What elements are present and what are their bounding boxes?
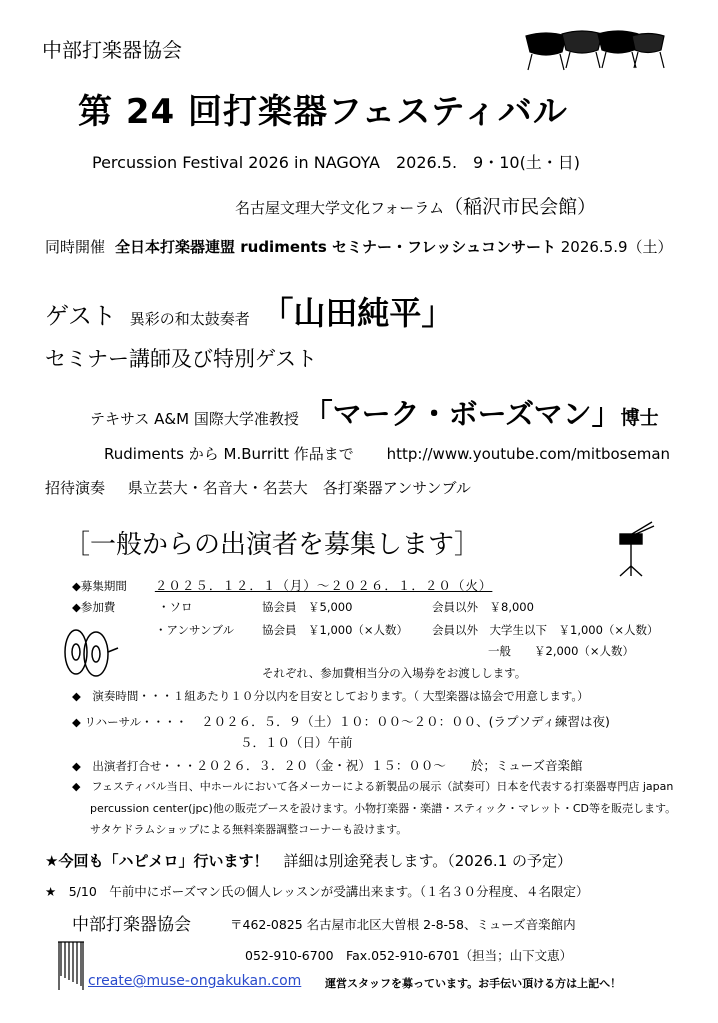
ensemble-label: ・アンサンブル (155, 623, 235, 637)
rehearsal-value-2: ５．１０（日）午前 (240, 735, 353, 750)
recruit-heading: ［一般からの出演者を募集します］ (64, 530, 481, 560)
invited-text: 県立芸大・名音大・名芸大 各打楽器アンサンブル (127, 479, 471, 497)
rudiments-text: Rudiments から M.Burritt 作品まで (104, 445, 354, 463)
ensemble-nonmember-fee: 会員以外 大学生以下 ￥1,000（×人数） (432, 623, 659, 637)
venue-main: 名古屋文理大学文化フォーラム (235, 199, 445, 217)
footer-organization: 中部打楽器協会 (72, 915, 191, 935)
seminar-guest-name: 「マーク・ボーズマン」 (303, 397, 621, 431)
staff-recruit-note: 運営スタッフを募っています。お手伝い頂ける方は上記へ！ (325, 977, 622, 990)
seminar-heading: セミナー講師及び特別ゲスト (45, 347, 318, 371)
timpani-icon (520, 28, 670, 74)
performer-meeting (72, 756, 582, 774)
concurrent-event (45, 236, 673, 257)
invited-label: 招待演奏 (45, 479, 106, 497)
concurrent-date: 2026.5.9（土） (560, 238, 673, 256)
rehearsal-label: ◆ リハーサル・・・・ (72, 715, 188, 729)
seminar-guest-title: 博士 (620, 407, 659, 429)
meeting-value: ２０２６．３．２０（金・祝）１５：００～ 於；ミューズ音楽館 (195, 758, 583, 773)
guest-description: 異彩の和太鼓奏者 (129, 310, 250, 328)
footer-address: 〒462-0825 名古屋市北区大曽根 2-8-58、ミューズ音楽館内 (230, 917, 576, 932)
lesson-note: ★ 5/10 午前中にボーズマン氏の個人レッスンが受講出来ます。（１名３０分程度、４名限定） (45, 884, 589, 899)
rudiments-line (104, 443, 670, 464)
organization-name: 中部打楽器協会 (42, 38, 182, 62)
guest-name: 「山田純平」 (261, 294, 454, 332)
festival-info-line-3: サタケドラムショップによる無料楽器調整コーナーも設けます。 (90, 823, 408, 836)
ensemble-general-fee: 一般 ￥2,000（×人数） (488, 644, 635, 658)
concurrent-label: 同時開催 (45, 238, 106, 256)
performance-time: ◆ 演奏時間・・・１組あたり１０分以内を目安としております。（ 大型楽器は協会で用意します。） (72, 689, 589, 703)
period-value: ２０２５．１２．１（月）～２０２６．１．２０（火） (154, 578, 493, 593)
guest-line (45, 288, 453, 334)
venue-paren: （稲沢市民会館） (444, 196, 597, 218)
invited-performance (45, 477, 471, 498)
fee-note: それぞれ、参加費相当分の入場券をお渡しします。 (262, 666, 527, 680)
page-title: 第 24 回打楽器フェスティバル (78, 92, 568, 132)
hapimero-line (45, 850, 572, 871)
festival-info-line-1: ◆ フェスティバル当日、中ホールにおいて各メーカーによる新製品の展示（試奏可）日本を代表する打楽器専門店 japan (72, 780, 674, 793)
hapimero-bold: ★今回も「ハピメロ」行います！ (45, 852, 269, 870)
seminar-guest-line (90, 392, 659, 433)
youtube-link[interactable]: http://www.youtube.com/mitboseman (386, 445, 671, 463)
festival-subtitle: Percussion Festival 2026 in NAGOYA 2026.5. 9・10(土・日) (92, 153, 581, 172)
rehearsal-value: ２０２６．５．９（土）１０：００～２０：００、(ラプソディ練習は夜) (201, 714, 610, 729)
contact-email-link[interactable]: create@muse-ongakukan.com (88, 973, 302, 989)
solo-member-fee: 協会員 ￥5,000 (262, 600, 353, 614)
festival-info-line-2: percussion center(jpc)他の販売ブースを設けます。小物打楽器・楽譜・スティック・マレット・CD等を販売します。 (90, 802, 677, 815)
seminar-affiliation: テキサス A&M 国際大学准教授 (90, 410, 299, 428)
solo-nonmember-fee: 会員以外 ￥8,000 (432, 600, 534, 614)
guest-label: ゲスト (45, 302, 117, 330)
cymbals-icon (60, 626, 120, 682)
snare-drum-icon (612, 520, 656, 578)
chimes-icon (56, 938, 86, 992)
hapimero-text: 詳細は別途発表します。（2026.1 の予定） (268, 852, 573, 870)
fee-label: ◆参加費 (72, 600, 116, 614)
concurrent-event-name: 全日本打楽器連盟 rudiments セミナー・フレッシュコンサート (115, 238, 556, 256)
ensemble-member-fee: 協会員 ￥1,000（×人数） (262, 623, 409, 637)
recruit-period (72, 576, 492, 594)
period-label: ◆募集期間 (72, 579, 127, 593)
rehearsal (72, 712, 610, 730)
solo-label: ・ソロ (158, 600, 193, 614)
footer-phone: 052-910-6700 Fax.052-910-6701（担当；山下文恵） (245, 948, 573, 963)
meeting-label: ◆ 出演者打合せ・・・ (72, 759, 196, 773)
venue (235, 192, 596, 219)
